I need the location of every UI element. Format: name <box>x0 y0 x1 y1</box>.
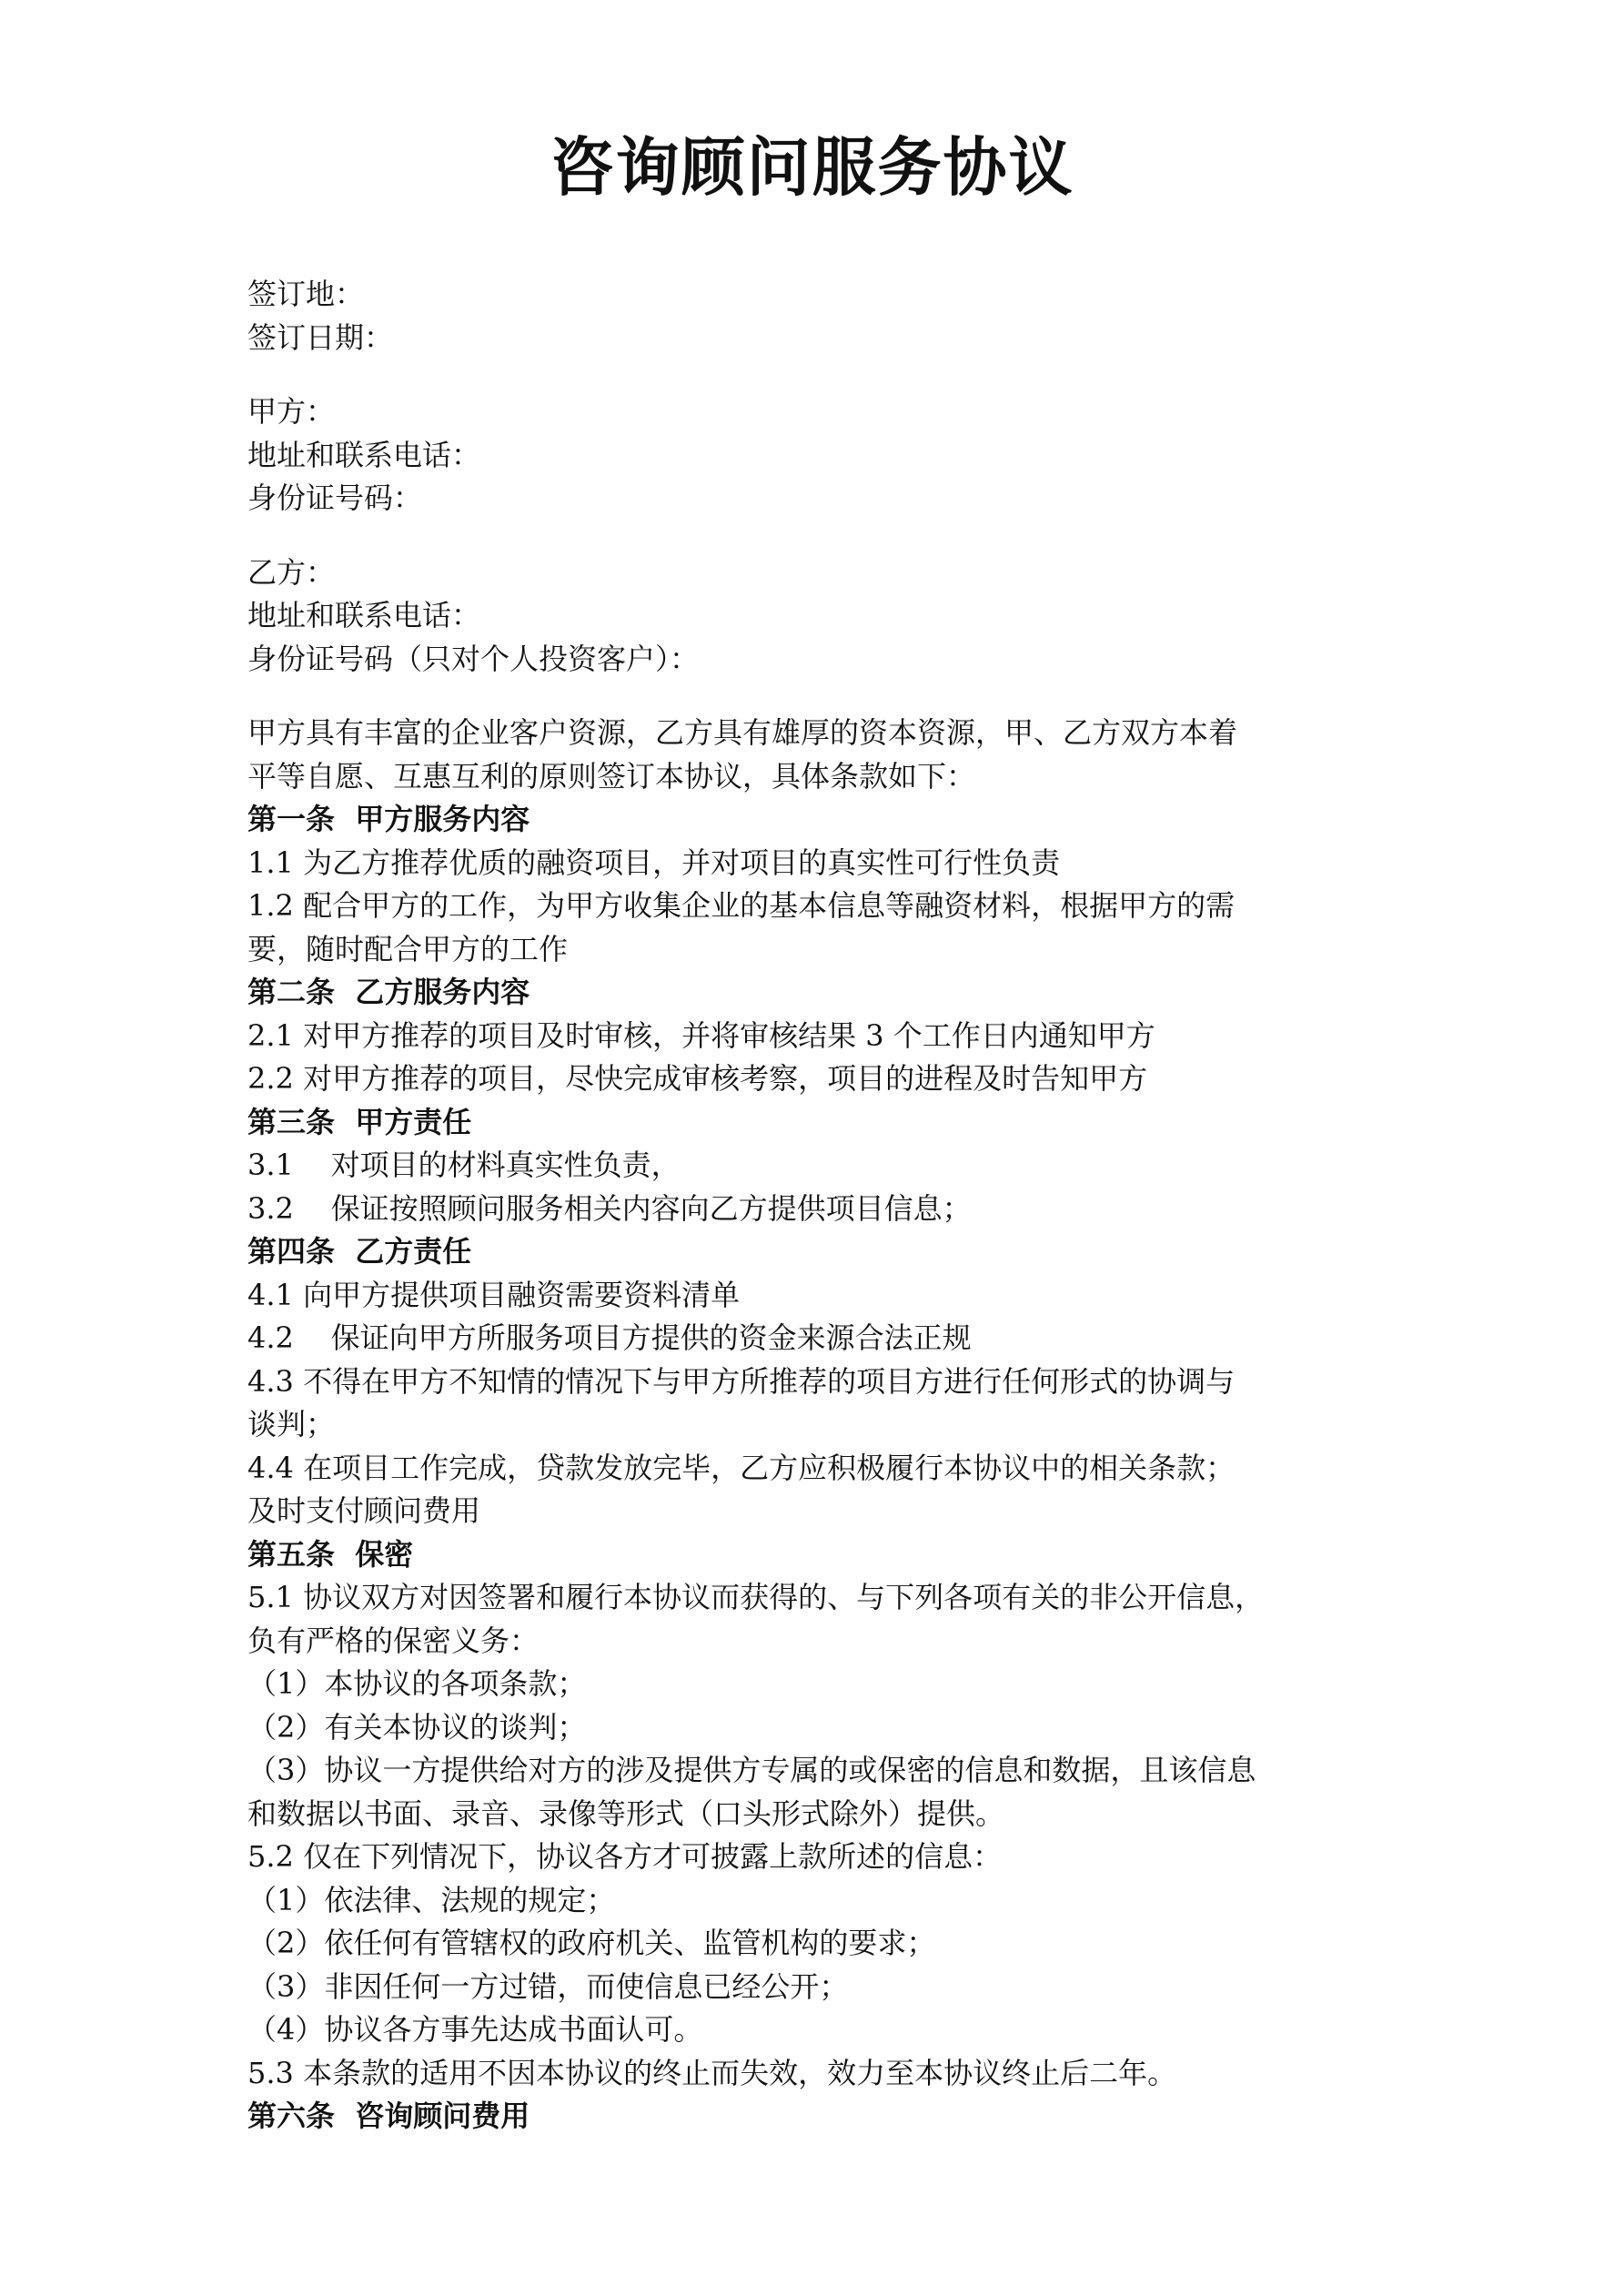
document-body <box>247 273 1394 2139</box>
article-4-line: 4.4 在项目工作完成，贷款发放完毕，乙方应积极履行本协议中的相关条款； <box>247 1450 1236 1485</box>
article-5-line: （2）依任何有管辖权的政府机关、监管机构的要求； <box>247 1926 936 1960</box>
document-title: 咨询顾问服务协议 <box>550 129 1074 205</box>
party-b-address: 地址和联系电话： <box>247 598 481 632</box>
article-2-heading: 第二条 乙方服务内容 <box>247 975 530 1009</box>
article-5-line: （3）非因任何一方过错，而使信息已经公开； <box>247 1968 849 2004</box>
article-2-line: 2.1 对甲方推荐的项目及时审核，并将审核结果 3 个工作日内通知甲方 <box>247 1017 1155 1053</box>
article-5-line: 5.1 协议双方对因签署和履行本协议而获得的、与下列各项有关的非公开信息， <box>247 1580 1265 1614</box>
article-6-heading: 第六条 咨询顾问费用 <box>247 2099 530 2133</box>
article-5-line: （2）有关本协议的谈判； <box>247 1709 587 1745</box>
party-b-name: 乙方： <box>247 554 336 590</box>
article-4-line: 及时支付顾问费用 <box>247 1493 481 1528</box>
party-a-name: 甲方： <box>247 394 336 429</box>
article-5-line: 负有严格的保密义务： <box>247 1623 540 1658</box>
article-5-line: （1）依法律、法规的规定； <box>247 1882 616 1917</box>
article-4-line: 4.2 保证向甲方所服务项目方提供的资金来源合法正规 <box>247 1320 972 1355</box>
article-2-line: 2.2 对甲方推荐的项目，尽快完成审核考察，项目的进程及时告知甲方 <box>247 1061 1148 1096</box>
article-4-heading: 第四条 乙方责任 <box>247 1234 472 1269</box>
article-4-line: 4.1 向甲方提供项目融资需要资料清单 <box>247 1277 741 1312</box>
article-3-heading: 第三条 甲方责任 <box>247 1104 472 1139</box>
article-5-line: （1）本协议的各项条款； <box>247 1666 587 1701</box>
article-3-line: 3.1 对项目的材料真实性负责， <box>247 1148 681 1182</box>
article-1-heading: 第一条 甲方服务内容 <box>247 802 530 836</box>
article-4-line: 谈判； <box>247 1407 336 1441</box>
article-3-line: 3.2 保证按照顾问服务相关内容向乙方提供项目信息； <box>247 1190 972 1226</box>
sign-date-line: 签订日期： <box>247 319 394 355</box>
article-1-line: 1.2 配合甲方的工作，为甲方收集企业的基本信息等融资材料，根据甲方的需 <box>247 888 1236 923</box>
article-1-line: 要，随时配合甲方的工作 <box>247 931 569 966</box>
party-a-id: 身份证号码： <box>247 480 423 515</box>
party-a-address: 地址和联系电话： <box>247 437 481 472</box>
article-5-heading: 第五条 保密 <box>247 1536 414 1572</box>
intro-line: 甲方具有丰富的企业客户资源，乙方具有雄厚的资本资源，甲、乙方双方本着 <box>247 715 1238 750</box>
article-4-line: 4.3 不得在甲方不知情的情况下与甲方所推荐的项目方进行任何形式的协调与 <box>247 1363 1236 1399</box>
article-1-line: 1.1 为乙方推荐优质的融资项目，并对项目的真实性可行性负责 <box>247 845 1061 880</box>
article-5-line: 5.3 本条款的适用不因本协议的终止而失效，效力至本协议终止后二年。 <box>247 2055 1177 2090</box>
sign-place-line: 签订地： <box>247 277 365 311</box>
article-5-line: （3）协议一方提供给对方的涉及提供方专属的或保密的信息和数据，且该信息 <box>247 1753 1256 1787</box>
intro-line: 平等自愿、互惠互利的原则签订本协议，具体条款如下： <box>247 758 976 794</box>
article-5-line: （4）协议各方事先达成书面认可。 <box>247 2012 703 2047</box>
article-5-line: 和数据以书面、录音、录像等形式（口头形式除外）提供。 <box>247 1795 1005 1831</box>
article-5-line: 5.2 仅在下列情况下，协议各方才可披露上款所述的信息： <box>247 1839 1003 1874</box>
party-b-id: 身份证号码（只对个人投资客户）： <box>247 641 700 676</box>
